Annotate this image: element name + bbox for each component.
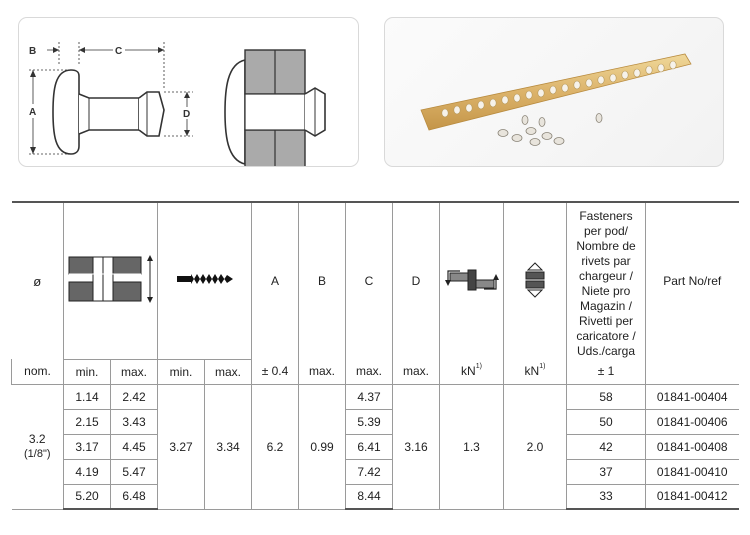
cell-part-number: 01841-00412 [646,484,739,509]
dimension-label-b: B [29,46,37,57]
subheader-tensile-unit [504,359,567,384]
table-row [12,409,739,434]
rivet-strip-photo-panel [384,17,724,167]
cell-qty: 37 [567,459,646,484]
cell-c: 4.37 [346,384,393,409]
dimension-label-c: C [115,46,123,57]
cell-drill-min: 3.27 [158,384,205,509]
header-a: A [252,202,299,359]
cell-grip-max: 6.48 [111,484,158,509]
tensile-unit-text: kN [524,364,540,379]
header-c: C [346,202,393,359]
cell-tensile: 2.0 [504,384,567,509]
tensile-strength-icon [523,262,547,298]
rivet-dimension-diagram-panel [18,17,359,167]
cell-shear: 1.3 [440,384,504,509]
cell-d: 3.16 [393,384,440,509]
rivet-strip-photo [385,18,724,167]
rivet-side-view [53,70,164,154]
rivet-installed-section [225,50,325,167]
nominal-diameter-inch: (1/8") [23,448,51,460]
loose-rivets [498,114,602,146]
subheader-grip-max: max. [111,359,158,384]
shear-footnote: 1) [475,363,482,371]
subheader-drill-min: min. [158,359,205,384]
cell-grip-min: 4.19 [64,459,111,484]
cell-a: 6.2 [252,384,299,509]
table-row [12,459,739,484]
shear-strength-icon [444,267,500,293]
cell-drill-max: 3.34 [205,384,252,509]
cell-grip-max: 4.45 [111,434,158,459]
cell-grip-min: 1.14 [64,384,111,409]
subheader-nom: nom. [12,359,64,384]
cell-grip-min: 5.20 [64,484,111,509]
nominal-diameter-mm: 3.2 [28,432,46,446]
cell-qty: 58 [567,384,646,409]
header-shear-icon [440,202,504,359]
subheader-b-max: max. [299,359,346,384]
header-fasteners-per-pod: Fasteners per pod/ Nombre de rivets par chargeur / Niete pro Magazin / Rivetti per caricatore / Uds./carga [567,202,646,359]
table-row [12,434,739,459]
cell-part-number: 01841-00406 [646,409,739,434]
header-b: B [299,202,346,359]
cell-grip-max: 5.47 [111,459,158,484]
header-d: D [393,202,440,359]
cell-c: 7.42 [346,459,393,484]
dimension-label-a: A [29,107,37,118]
cell-part-number: 01841-00410 [646,459,739,484]
subheader-qty-tolerance: ± 1 [567,359,646,384]
header-tensile-icon [504,202,567,359]
cell-part-number: 01841-00408 [646,434,739,459]
header-part-number: Part No/ref [646,202,739,359]
cell-c: 5.39 [346,409,393,434]
grip-range-icon [67,254,155,304]
table-subheader-row [12,359,739,384]
cell-qty: 33 [567,484,646,509]
table-row [12,384,739,409]
rivet-dimension-diagram [19,18,359,167]
subheader-shear-unit [440,359,504,384]
cell-grip-min: 2.15 [64,409,111,434]
header-diameter: ø [12,202,64,359]
cell-part-number: 01841-00404 [646,384,739,409]
dimension-label-d: D [183,109,191,120]
cell-qty: 42 [567,434,646,459]
subheader-drill-max: max. [205,359,252,384]
subheader-part-blank [646,359,739,384]
cell-c: 6.41 [346,434,393,459]
cell-qty: 50 [567,409,646,434]
cell-b: 0.99 [299,384,346,509]
drill-bit-icon [175,269,235,289]
subheader-a-tolerance: ± 0.4 [252,359,299,384]
rivet-specification-table [11,201,739,510]
table-header-row [12,202,739,359]
table-row [12,484,739,509]
subheader-grip-min: min. [64,359,111,384]
cell-grip-max: 3.43 [111,409,158,434]
tensile-footnote: 1) [539,363,546,371]
header-grip-range-icon [64,202,158,359]
cell-grip-max: 2.42 [111,384,158,409]
subheader-c-max: max. [346,359,393,384]
header-drill-icon [158,202,252,359]
cell-grip-min: 3.17 [64,434,111,459]
subheader-d-max: max. [393,359,440,384]
shear-unit-text: kN [461,364,476,379]
cell-c: 8.44 [346,484,393,509]
cell-nominal-diameter [12,384,64,509]
